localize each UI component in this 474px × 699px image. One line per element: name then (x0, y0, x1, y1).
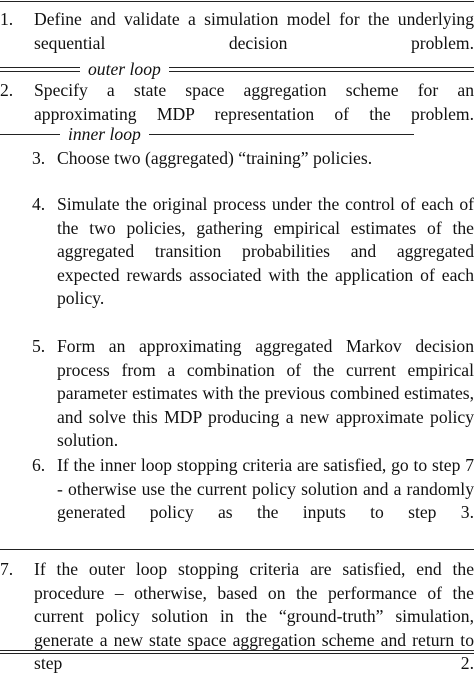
step-text: Simulate the original process under the control of each of the two policies, gathering empirical estimates of the aggregated transition probabilities and aggregated expected rewards associated with the application of each policy. (57, 194, 474, 308)
step-text: Form an approximating aggregated Markov decision process from a combination of the current empirical parameter estimates with the previous combined estimates, and solve this MDP producing a new approximate policy solution. (57, 336, 474, 450)
step-number: 6. (32, 455, 46, 475)
step-number: 5. (32, 336, 46, 356)
outer-loop-separator (0, 58, 474, 81)
step-7 (0, 558, 474, 699)
step-text: If the outer loop stopping criteria are satisfied, end the procedure – otherwise, based on the performance of the current policy solution in the “ground-truth” simulation, generate a new state space aggregation scheme and return to step 2. (34, 559, 474, 673)
step-number: 3. (32, 148, 46, 168)
step-text: If the inner loop stopping criteria are satisfied, go to step 7 - otherwise use the current policy solution and a randomly generated policy as the inputs to step 3. (57, 455, 474, 522)
step-number: 4. (32, 194, 46, 214)
inner-loop-end-rule (0, 549, 474, 550)
step-number: 2. (0, 80, 14, 100)
bottom-rule (0, 650, 474, 654)
step-4 (32, 193, 474, 334)
step-6 (32, 454, 474, 548)
step-text: Choose two (aggregated) “training” policies. (57, 148, 373, 168)
step-3 (32, 147, 474, 171)
step-text: Specify a state space aggregation scheme for an approximating MDP representation of the problem. (34, 80, 474, 124)
step-text: Define and validate a simulation model for the underlying sequential decision problem. (34, 9, 474, 53)
top-rule (0, 0, 474, 2)
step-number: 1. (0, 9, 14, 29)
step-number: 7. (0, 559, 14, 579)
inner-loop-label: inner loop (68, 123, 141, 144)
outer-loop-label: outer loop (88, 58, 161, 79)
inner-loop-separator (0, 123, 474, 146)
